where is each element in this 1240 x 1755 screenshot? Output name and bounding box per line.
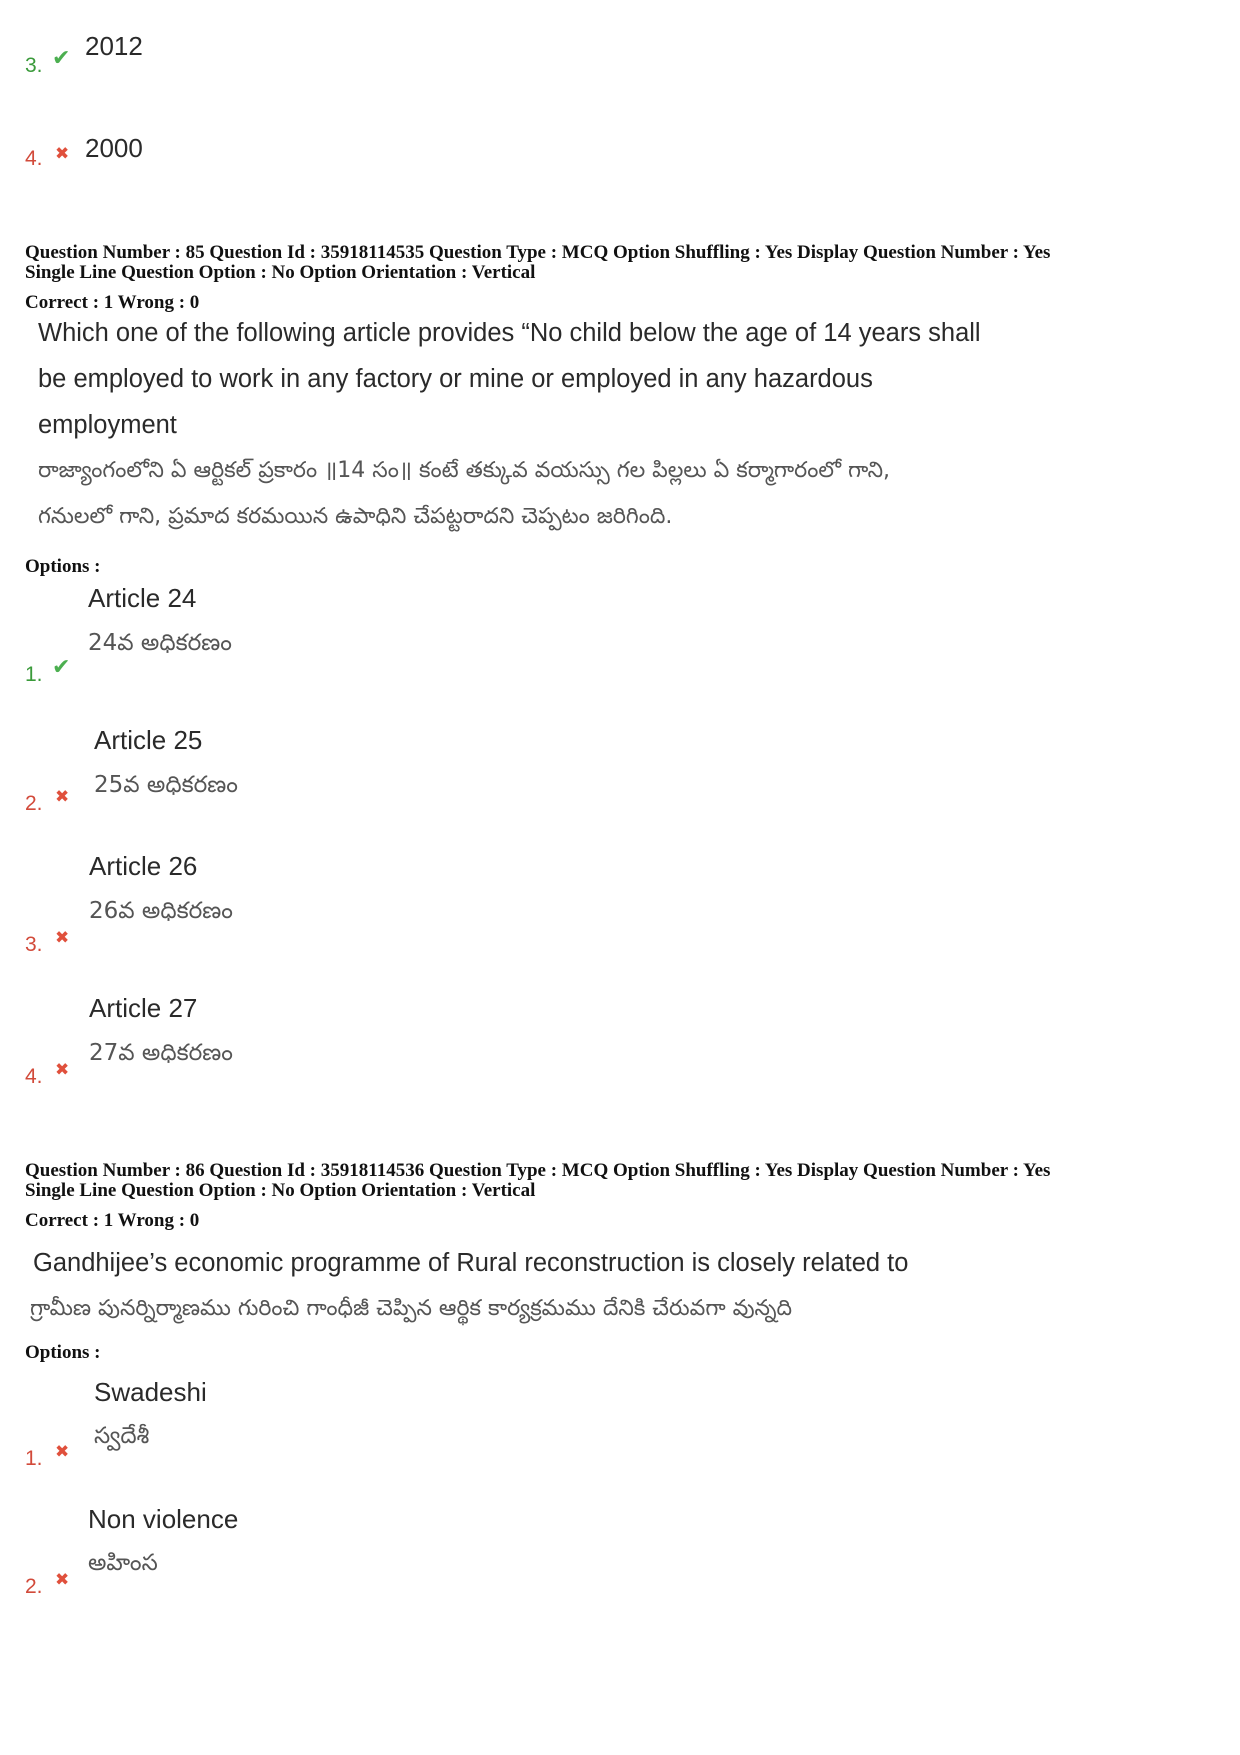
option-telugu-text: అహింస <box>88 1550 158 1576</box>
option-text: 2012 <box>85 31 143 61</box>
question-telugu-line1: రాజ్యాంగంలోని ఏ ఆర్టికల్ ప్రకారం ॥14 సం॥ కంటే తక్కువ వయస్సు గల పిల్లలు ఏ కర్మాగారంలో గాని, <box>38 458 891 483</box>
option-text: Non violence <box>88 1504 239 1534</box>
option-number: 3. <box>25 54 43 77</box>
wrong-cross-icon: ✖ <box>55 1060 70 1080</box>
option-telugu-text: స్వదేశీ <box>94 1423 150 1449</box>
question-meta-line2: Single Line Question Option : No Option Orientation : Vertical <box>25 1180 536 1201</box>
wrong-cross-icon: ✖ <box>55 1570 70 1590</box>
option-text: Article 25 <box>94 725 203 755</box>
wrong-cross-icon: ✖ <box>55 787 70 807</box>
option-telugu-text: 25వ అధికరణం <box>94 772 238 798</box>
option-number: 4. <box>25 147 43 170</box>
question-meta-line1: Question Number : 85 Question Id : 35918114535 Question Type : MCQ Option Shuffling : Yes Display Question Number : Yes <box>25 242 1051 263</box>
question-text-line1: Gandhijee’s economic programme of Rural reconstruction is closely related to <box>33 1249 909 1277</box>
question-telugu-line2: గనులలో గాని, ప్రమాద కరమయిన ఉపాధిని చేపట్టరాదని చెప్పటం జరిగింది. <box>38 504 673 529</box>
question-text-line1: Which one of the following article provides “No child below the age of 14 years shall <box>38 319 981 347</box>
options-label: Options : <box>25 556 101 577</box>
options-label: Options : <box>25 1342 101 1363</box>
option-text: Article 26 <box>89 851 198 881</box>
option-number: 4. <box>25 1065 43 1088</box>
option-telugu-text: 27వ అధికరణం <box>89 1040 233 1066</box>
question-score: Correct : 1 Wrong : 0 <box>25 1210 200 1231</box>
question-meta-line1: Question Number : 86 Question Id : 35918114536 Question Type : MCQ Option Shuffling : Yes Display Question Number : Yes <box>25 1160 1051 1181</box>
question-score: Correct : 1 Wrong : 0 <box>25 292 200 313</box>
correct-check-icon: ✔ <box>52 655 71 680</box>
question-text-line2: be employed to work in any factory or mine or employed in any hazardous <box>38 365 873 393</box>
wrong-cross-icon: ✖ <box>55 928 70 948</box>
correct-check-icon: ✔ <box>52 46 71 71</box>
option-text: Article 27 <box>89 993 198 1023</box>
option-number: 1. <box>25 663 43 686</box>
option-telugu-text: 24వ అధికరణం <box>88 630 232 656</box>
option-text: 2000 <box>85 133 143 163</box>
option-number: 1. <box>25 1447 43 1470</box>
option-number: 2. <box>25 1575 43 1598</box>
question-telugu-line1: గ్రామీణ పునర్నిర్మాణము గురించి గాంధీజీ చెప్పిన ఆర్థిక కార్యక్రమము దేనికి చేరువగా వున్నది <box>30 1296 793 1321</box>
option-number: 3. <box>25 933 43 956</box>
wrong-cross-icon: ✖ <box>55 1442 70 1462</box>
question-meta-line2: Single Line Question Option : No Option Orientation : Vertical <box>25 262 536 283</box>
question-text-line3: employment <box>38 411 177 439</box>
option-text: Article 24 <box>88 583 197 613</box>
option-telugu-text: 26వ అధికరణం <box>89 898 233 924</box>
option-number: 2. <box>25 792 43 815</box>
option-text: Swadeshi <box>94 1377 207 1407</box>
wrong-cross-icon: ✖ <box>55 144 70 164</box>
